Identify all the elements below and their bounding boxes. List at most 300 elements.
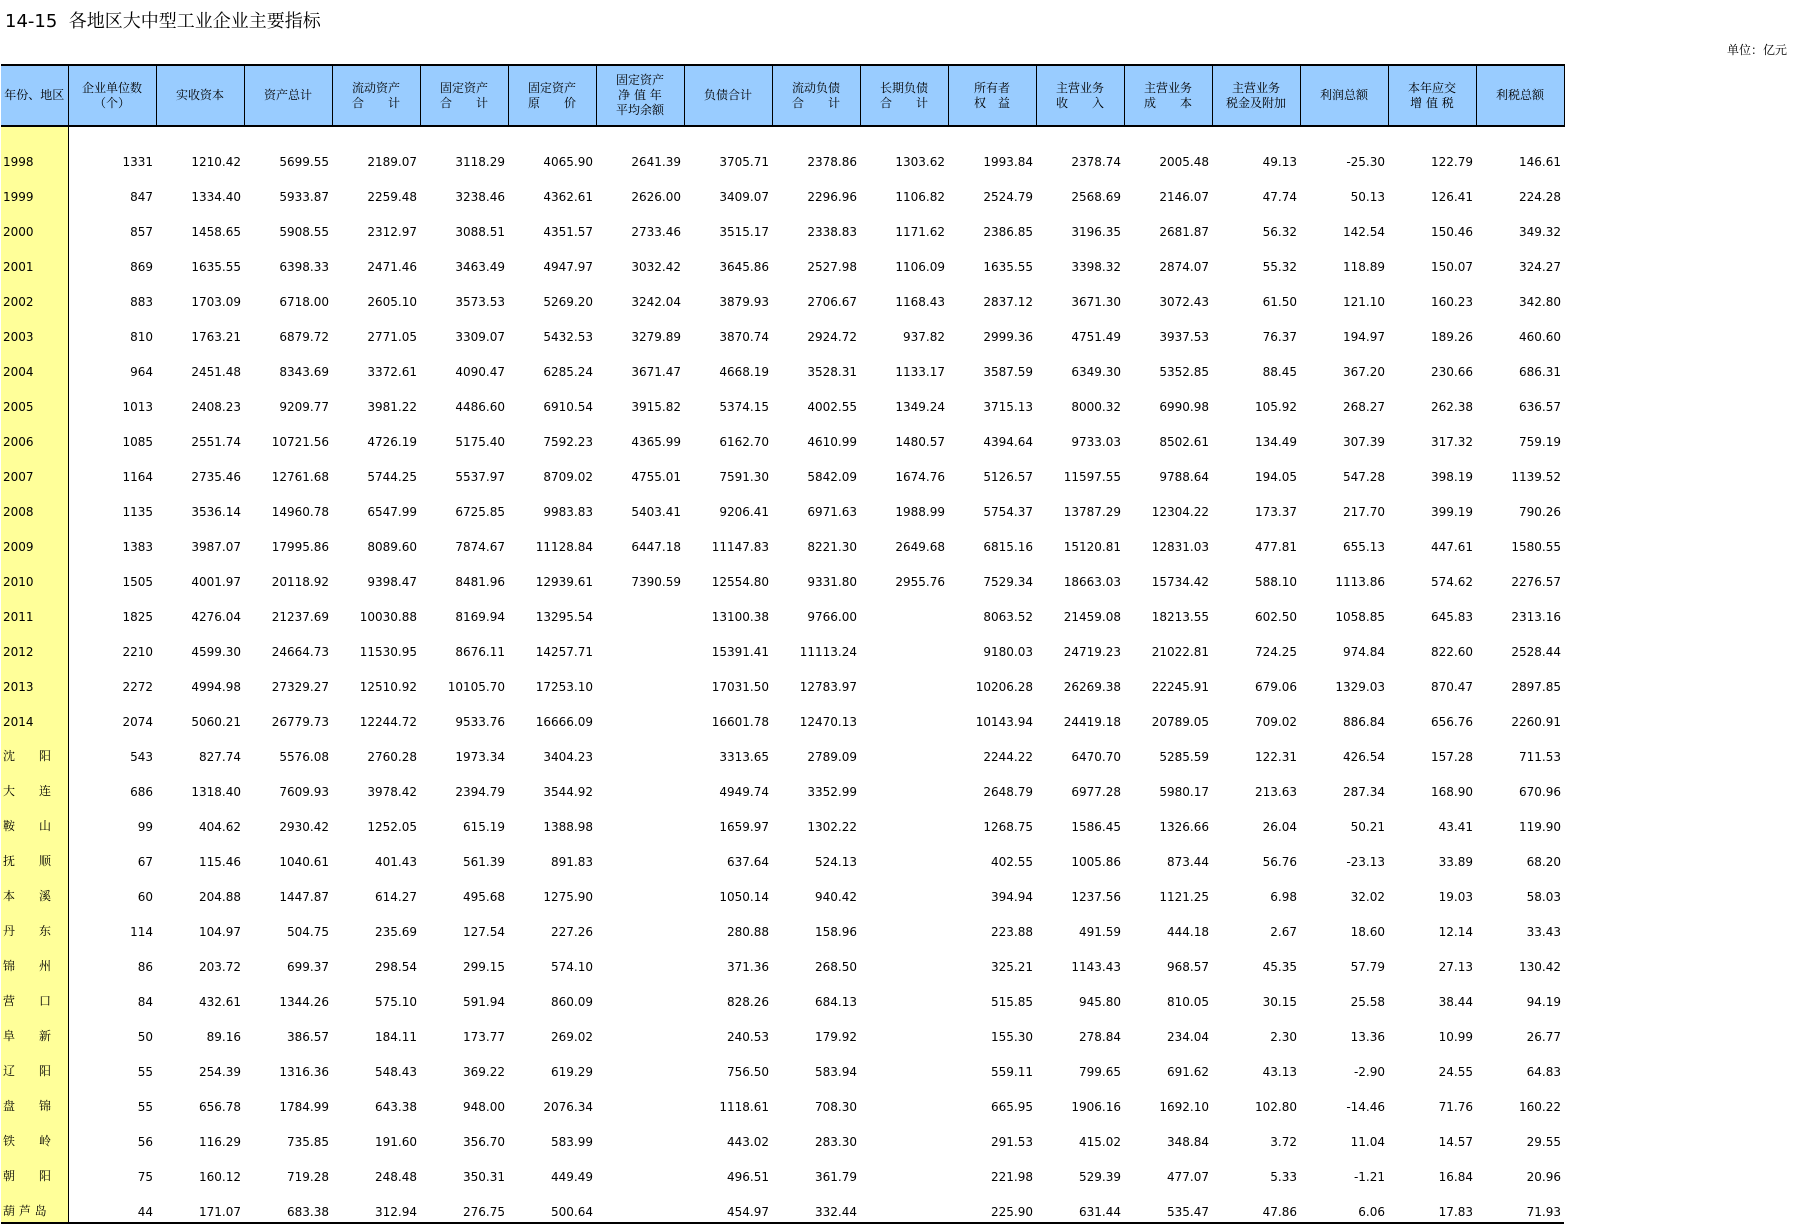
table-cell: 883 [130,295,153,309]
table-cell: 8343.69 [279,365,329,379]
table-cell: 6879.72 [279,330,329,344]
table-cell: 2649.68 [895,540,945,554]
table-cell: 1168.43 [895,295,945,309]
table-cell: 2626.00 [631,190,681,204]
table-cell: 67 [137,855,153,869]
table-cell: 146.61 [1519,155,1561,169]
table-cell: 349.32 [1519,225,1561,239]
column-header: 资产总计 [244,65,332,126]
table-cell: 15120.81 [1063,540,1121,554]
table-row [1,767,1564,802]
table-cell: 583.94 [815,1065,857,1079]
row-label: 2010 [1,557,68,592]
table-cell: 945.80 [1079,995,1121,1009]
table-cell: 574.62 [1431,575,1473,589]
table-cell: 1121.25 [1159,890,1209,904]
table-cell: 10030.88 [359,610,417,624]
table-cell: 3544.92 [543,785,593,799]
table-cell: 56.76 [1262,855,1297,869]
table-cell: 637.64 [727,855,769,869]
table-cell: 2955.76 [895,575,945,589]
column-header: 固定资产 净 值 年 平均余额 [596,65,684,126]
table-cell [596,1082,684,1117]
table-cell: 477.81 [1255,540,1297,554]
table-cell: 307.39 [1343,435,1385,449]
table-cell [860,1082,948,1117]
table-cell: 5269.20 [543,295,593,309]
table-cell: 3404.23 [543,750,593,764]
table-cell: 2451.48 [191,365,241,379]
table-cell: 2760.28 [367,750,417,764]
table-cell: 1383 [122,540,153,554]
table-cell: 1316.36 [279,1065,329,1079]
table-cell [596,1117,684,1152]
table-cell: 2874.07 [1159,260,1209,274]
column-header: 企业单位数 （个） [68,65,156,126]
table-row [1,126,1564,172]
table-cell [860,767,948,802]
table-cell: 287.34 [1343,785,1385,799]
table-cell: 8089.60 [367,540,417,554]
table-cell: 9331.80 [807,575,857,589]
table-row [1,907,1564,942]
table-cell: 2681.87 [1159,225,1209,239]
table-row [1,207,1564,242]
table-row [1,172,1564,207]
table-cell [596,697,684,732]
table-cell: 3536.14 [191,505,241,519]
table-cell: 2837.12 [983,295,1033,309]
table-cell: 619.29 [551,1065,593,1079]
table-cell: 121.10 [1343,295,1385,309]
table-cell: 324.27 [1519,260,1561,274]
table-cell: 426.54 [1343,750,1385,764]
table-cell [596,627,684,662]
row-label: 2008 [1,487,68,522]
table-cell: 12783.97 [799,680,857,694]
table-cell: 6447.18 [631,540,681,554]
table-cell: 268.50 [815,960,857,974]
table-cell: 160.23 [1431,295,1473,309]
table-row [1,557,1564,592]
table-cell: 790.26 [1519,505,1561,519]
table-cell: 1106.82 [895,190,945,204]
table-cell: 500.64 [508,1187,596,1223]
table-cell: 26.77 [1526,1030,1561,1044]
table-cell: 332.44 [772,1187,860,1223]
table-cell: 4065.90 [543,155,593,169]
table-cell: 3279.89 [631,330,681,344]
table-cell: 312.94 [332,1187,420,1223]
table-cell: 361.79 [815,1170,857,1184]
unit-label: 单位：亿元 [1726,43,1787,57]
table-cell: 2076.34 [543,1100,593,1114]
table-cell: 84 [137,995,153,1009]
table-cell: 4002.55 [807,400,857,414]
table-cell: 50.21 [1350,820,1385,834]
table-cell: 386.57 [287,1030,329,1044]
table-cell: 27329.27 [271,680,329,694]
table-cell: 12939.61 [535,575,593,589]
table-cell: 1349.24 [895,400,945,414]
column-header: 利税总额 [1476,65,1564,126]
table-cell: 4726.19 [367,435,417,449]
row-label: 阜 新 [1,1012,68,1047]
table-cell: 19.03 [1438,890,1473,904]
table-cell: 686.31 [1519,365,1561,379]
table-cell: 9398.47 [367,575,417,589]
table-cell: 278.84 [1079,1030,1121,1044]
table-cell: 645.83 [1431,610,1473,624]
table-cell: 12244.72 [359,715,417,729]
table-cell: 142.54 [1343,225,1385,239]
table-cell: 3309.07 [455,330,505,344]
table-cell: 3398.32 [1071,260,1121,274]
table-cell: 2005.48 [1159,155,1209,169]
table-cell: 5980.17 [1159,785,1209,799]
table-cell: 173.37 [1255,505,1297,519]
table-row [1,732,1564,767]
row-label: 朝 阳 [1,1152,68,1187]
table-cell: 16.84 [1438,1170,1473,1184]
table-row [1,452,1564,487]
table-cell: 298.54 [375,960,417,974]
column-header: 流动资产 合 计 [332,65,420,126]
column-header: 年份、地区 [1,65,68,126]
table-cell: 11530.95 [359,645,417,659]
table-cell: 24719.23 [1063,645,1121,659]
table-header-row [1,65,1564,126]
table-cell: 12470.13 [799,715,857,729]
table-row [1,417,1564,452]
table-cell: 4394.64 [983,435,1033,449]
table-cell: 6162.70 [719,435,769,449]
table-cell: 827.74 [199,750,241,764]
table-cell: -23.13 [1346,855,1385,869]
row-label: 沈 阳 [1,732,68,767]
table-cell: 602.50 [1255,610,1297,624]
table-cell: 1013 [122,400,153,414]
table-cell: 1302.22 [807,820,857,834]
table-cell: 940.42 [815,890,857,904]
table-cell: 12510.92 [359,680,417,694]
table-cell: 857 [130,225,153,239]
table-row [1,697,1564,732]
table-cell: 2.30 [1270,1030,1297,1044]
table-cell: 948.00 [463,1100,505,1114]
table-cell: 7390.59 [631,575,681,589]
table-cell: 1586.45 [1071,820,1121,834]
table-row [1,942,1564,977]
table-cell: 891.83 [551,855,593,869]
table-cell: 7591.30 [719,470,769,484]
table-cell: 104.97 [199,925,241,939]
table-cell: 3196.35 [1071,225,1121,239]
table-cell: 50 [137,1030,153,1044]
table-cell: 3671.47 [631,365,681,379]
table-cell: 5374.15 [719,400,769,414]
table-cell [596,802,684,837]
table-cell: 2313.16 [1511,610,1561,624]
table-cell: 18.60 [1350,925,1385,939]
table-cell: 14960.78 [271,505,329,519]
table-cell: 2733.46 [631,225,681,239]
table-row [1,1152,1564,1187]
table-cell: 43.13 [1262,1065,1297,1079]
table-cell: 12831.03 [1151,540,1209,554]
table-cell: 1906.16 [1071,1100,1121,1114]
table-cell: 12304.22 [1151,505,1209,519]
table-cell: 665.95 [991,1100,1033,1114]
table-cell: 2471.46 [367,260,417,274]
table-cell: 5933.87 [279,190,329,204]
table-cell: 6398.33 [279,260,329,274]
table-cell: 5352.85 [1159,365,1209,379]
table-cell: 2524.79 [983,190,1033,204]
table-cell: 5537.97 [455,470,505,484]
table-cell: 8481.96 [455,575,505,589]
table-cell: 1118.61 [719,1100,769,1114]
table-cell: 60 [137,890,153,904]
table-cell: 27.13 [1438,960,1473,974]
table-cell: 29.55 [1526,1135,1561,1149]
table-cell: 3463.49 [455,260,505,274]
table-cell: 369.22 [463,1065,505,1079]
table-cell: 495.68 [463,890,505,904]
table-cell: 2189.07 [367,155,417,169]
table-cell: 317.32 [1431,435,1473,449]
table-cell: 1040.61 [279,855,329,869]
table-cell: 17.83 [1388,1187,1476,1223]
table-cell: 2244.22 [983,750,1033,764]
table-cell: 636.57 [1519,400,1561,414]
table-cell: 24419.18 [1063,715,1121,729]
table-cell [860,872,948,907]
table-cell: 2272 [122,680,153,694]
table-cell: 350.31 [463,1170,505,1184]
table-cell: 30.15 [1262,995,1297,1009]
table-cell: 223.88 [991,925,1033,939]
row-label: 2014 [1,697,68,732]
table-cell: 6349.30 [1071,365,1121,379]
table-cell: 547.28 [1343,470,1385,484]
table-cell: 7874.67 [455,540,505,554]
table-cell [860,1012,948,1047]
row-label: 大 连 [1,767,68,802]
table-cell: 828.26 [727,995,769,1009]
row-label: 2001 [1,242,68,277]
table-cell: 50.13 [1350,190,1385,204]
table-cell: 3238.46 [455,190,505,204]
table-row [1,1117,1564,1152]
row-label: 2011 [1,592,68,627]
table-cell: 6990.98 [1159,400,1209,414]
table-cell: 269.02 [551,1030,593,1044]
table-cell: 122.79 [1431,155,1473,169]
table-cell: 2408.23 [191,400,241,414]
table-cell: -14.46 [1346,1100,1385,1114]
table-row [1,1012,1564,1047]
table-cell: 3915.82 [631,400,681,414]
row-label: 2013 [1,662,68,697]
table-cell: 38.44 [1438,995,1473,1009]
table-cell: 1635.55 [983,260,1033,274]
table-cell: 460.60 [1519,330,1561,344]
table-cell: 8169.94 [455,610,505,624]
table-cell: 444.18 [1167,925,1209,939]
table-cell: 2378.86 [807,155,857,169]
table-cell: 58.03 [1526,890,1561,904]
table-cell: 26779.73 [271,715,329,729]
table-cell: 8676.11 [455,645,505,659]
table-cell: 822.60 [1431,645,1473,659]
table-cell: 524.13 [815,855,857,869]
table-cell: 401.43 [375,855,417,869]
table-cell: 189.26 [1431,330,1473,344]
row-label: 2009 [1,522,68,557]
table-cell: 4365.99 [631,435,681,449]
table-cell: 221.98 [991,1170,1033,1184]
table-row [1,277,1564,312]
table-cell: 268.27 [1343,400,1385,414]
table-cell: 122.31 [1255,750,1297,764]
table-cell: 1058.85 [1335,610,1385,624]
table-cell: 1505 [122,575,153,589]
table-cell: 4090.47 [455,365,505,379]
table-cell: 2527.98 [807,260,857,274]
table-cell: 1303.62 [895,155,945,169]
column-header: 主营业务 税金及附加 [1212,65,1300,126]
column-header: 利润总额 [1300,65,1388,126]
table-cell [596,1187,684,1223]
table-cell: 9983.83 [543,505,593,519]
table-cell: 7529.34 [983,575,1033,589]
table-cell: 4994.98 [191,680,241,694]
table-cell: 235.69 [375,925,417,939]
table-cell: 1210.42 [191,155,241,169]
table-cell: 1580.55 [1511,540,1561,554]
table-cell: 860.09 [551,995,593,1009]
table-cell: 1085 [122,435,153,449]
table-cell: 1318.40 [191,785,241,799]
table-cell [596,977,684,1012]
table-cell: 398.19 [1431,470,1473,484]
table-cell: 13787.29 [1063,505,1121,519]
table-cell: 9733.03 [1071,435,1121,449]
table-cell: 7592.23 [543,435,593,449]
table-cell: 3072.43 [1159,295,1209,309]
table-cell: 13100.38 [711,610,769,624]
table-row [1,872,1564,907]
table-cell: 2706.67 [807,295,857,309]
table-cell: 6815.16 [983,540,1033,554]
table-cell: 194.97 [1343,330,1385,344]
row-label: 2007 [1,452,68,487]
table-cell: 13.36 [1350,1030,1385,1044]
table-cell: 3645.86 [719,260,769,274]
table-cell: 529.39 [1079,1170,1121,1184]
table-cell: 756.50 [727,1065,769,1079]
table-cell: 1135 [122,505,153,519]
table-cell: 20.96 [1526,1170,1561,1184]
table-cell: 615.19 [463,820,505,834]
table-cell: 3587.59 [983,365,1033,379]
table-cell: 4668.19 [719,365,769,379]
table-cell: 2312.97 [367,225,417,239]
table-cell: 5576.08 [279,750,329,764]
table-cell: 55 [137,1065,153,1079]
table-cell: 213.63 [1255,785,1297,799]
table-cell: 3987.07 [191,540,241,554]
table-cell: 21237.69 [271,610,329,624]
table-cell: 8000.32 [1071,400,1121,414]
table-cell: 1692.10 [1159,1100,1209,1114]
table-cell: 56.32 [1262,225,1297,239]
table-cell: 1268.75 [983,820,1033,834]
row-label: 锦 州 [1,942,68,977]
table-row [1,1187,1564,1223]
table-cell: 3515.17 [719,225,769,239]
row-label: 葫 芦 岛 [1,1187,68,1223]
table-cell: 158.96 [815,925,857,939]
table-cell: 17253.10 [535,680,593,694]
table-cell: 394.94 [991,890,1033,904]
table-cell: 496.51 [727,1170,769,1184]
table-cell: 348.84 [1167,1135,1209,1149]
table-row [1,627,1564,662]
table-cell: 2276.57 [1511,575,1561,589]
table-cell: 504.75 [287,925,329,939]
table-cell [860,802,948,837]
table-cell: 68.20 [1526,855,1561,869]
table-cell: 3937.53 [1159,330,1209,344]
table-cell: 12.14 [1438,925,1473,939]
table-cell: 32.02 [1350,890,1385,904]
table-cell: 2897.85 [1511,680,1561,694]
row-label: 2012 [1,627,68,662]
table-cell: 2296.96 [807,190,857,204]
table-row [1,487,1564,522]
table-cell: 711.53 [1519,750,1561,764]
table-cell: 26.04 [1262,820,1297,834]
row-label: 抚 顺 [1,837,68,872]
table-cell: 810 [130,330,153,344]
table-cell: 33.43 [1526,925,1561,939]
table-cell: 8709.02 [543,470,593,484]
table-row [1,977,1564,1012]
table-row [1,592,1564,627]
table-cell: 591.94 [463,995,505,1009]
table-cell: 11.04 [1350,1135,1385,1149]
table-cell: 173.77 [463,1030,505,1044]
table-cell: 4001.97 [191,575,241,589]
table-cell: 3879.93 [719,295,769,309]
table-cell: 3573.53 [455,295,505,309]
table-cell: 157.28 [1431,750,1473,764]
table-row [1,242,1564,277]
table-cell: 184.11 [375,1030,417,1044]
column-header: 负债合计 [684,65,772,126]
table-cell: -25.30 [1346,155,1385,169]
table-cell: 683.38 [244,1187,332,1223]
table-cell: 14.57 [1438,1135,1473,1149]
table-cell: 5403.41 [631,505,681,519]
table-cell: 227.26 [551,925,593,939]
table-cell: 6718.00 [279,295,329,309]
table-cell: 799.65 [1079,1065,1121,1079]
table-cell: 160.22 [1519,1100,1561,1114]
table-cell: 1703.09 [191,295,241,309]
